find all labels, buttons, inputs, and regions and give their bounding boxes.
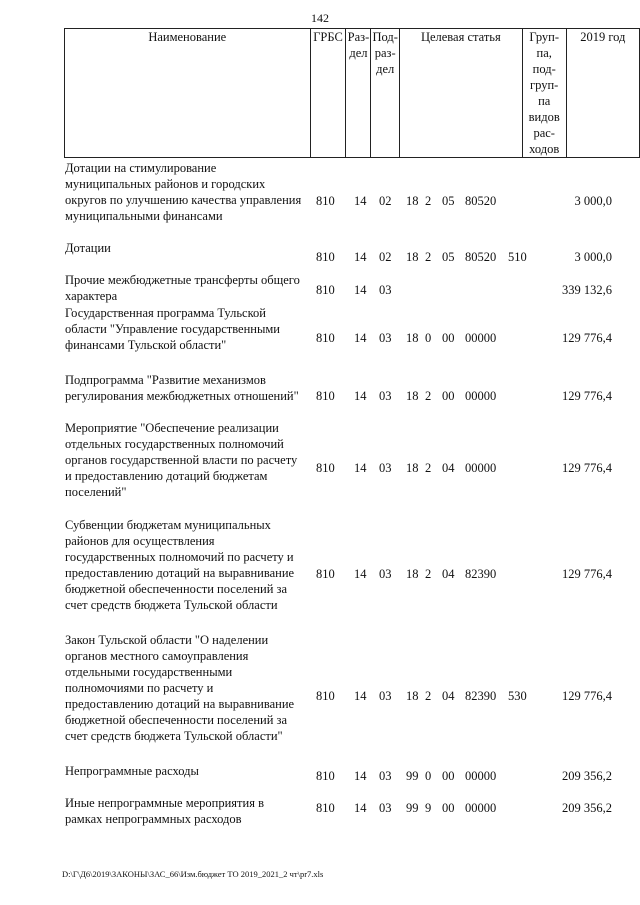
header-grbs: ГРБС <box>310 29 346 158</box>
cell-grbs: 810 <box>316 389 335 403</box>
cell-target-direction: 80520 <box>465 250 497 264</box>
cell-target-subprogram: 0 <box>425 331 432 345</box>
row-name-line: округов по улучшению качества управления <box>65 193 302 207</box>
cell-target-direction: 00000 <box>465 461 497 475</box>
cell-podrazdel: 03 <box>379 801 392 815</box>
header-vr-line: Груп- <box>529 30 560 44</box>
row-name-line: Закон Тульской области "О наделении <box>65 633 269 647</box>
cell-target-subprogram: 2 <box>425 461 432 475</box>
cell-target-event: 05 <box>442 250 455 264</box>
cell-target-subprogram: 2 <box>425 194 432 208</box>
cell-razdel: 14 <box>354 331 367 345</box>
cell-target-program: 99 <box>406 801 419 815</box>
cell-target-event: 00 <box>442 801 455 815</box>
cell-podrazdel: 02 <box>379 250 392 264</box>
cell-grbs: 810 <box>316 331 335 345</box>
cell-razdel: 14 <box>354 801 367 815</box>
cell-target-subprogram: 0 <box>425 769 432 783</box>
row-name-line: и предоставлению дотаций бюджетам <box>65 469 268 483</box>
row-name-line: органов местного самоуправления <box>65 649 249 663</box>
cell-grbs: 810 <box>316 689 335 703</box>
row-name <box>65 305 311 353</box>
file-path-footer: D:\Г\Д6\2019\ЗАКОНЫ\ЗАС_66\Изм.бюджет ТО 2019_2021_2 чт\pr7.xls <box>62 869 324 879</box>
header-vr-line: груп- <box>530 78 559 92</box>
row-name-line: Дотации на стимулирование <box>65 161 217 175</box>
cell-razdel: 14 <box>354 461 367 475</box>
row-name <box>65 763 311 779</box>
cell-target-program: 18 <box>406 689 419 703</box>
row-name <box>65 240 311 256</box>
row-name-line: муниципальных районов и городских <box>65 177 266 191</box>
header-razdel-line: дел <box>349 46 368 60</box>
cell-amount: 3 000,0 <box>574 250 612 264</box>
header-podrazdel-line: Под- <box>372 30 398 44</box>
header-vr-line: видов <box>528 110 560 124</box>
cell-target-direction: 00000 <box>465 801 497 815</box>
cell-grbs: 810 <box>316 283 335 297</box>
cell-amount: 129 776,4 <box>562 689 612 703</box>
table-header <box>64 28 640 158</box>
cell-target-direction: 00000 <box>465 331 497 345</box>
row-name-line: поселений" <box>65 485 127 499</box>
cell-amount: 209 356,2 <box>562 769 612 783</box>
cell-razdel: 14 <box>354 389 367 403</box>
cell-target-event: 04 <box>442 461 455 475</box>
row-name <box>65 272 311 304</box>
header-vr-line: ходов <box>529 142 560 156</box>
cell-target-program: 18 <box>406 461 419 475</box>
row-name-line: счет средств бюджета Тульской области" <box>65 729 283 743</box>
cell-grbs: 810 <box>316 194 335 208</box>
cell-grbs: 810 <box>316 801 335 815</box>
cell-target-direction: 80520 <box>465 194 497 208</box>
cell-target-subprogram: 2 <box>425 389 432 403</box>
cell-expense-group: 510 <box>508 250 527 264</box>
row-name-line: Иные непрограммные мероприятия в <box>65 796 264 810</box>
cell-podrazdel: 03 <box>379 769 392 783</box>
row-name-line: районов для осуществления <box>65 534 215 548</box>
row-name-line: рамках непрограммных расходов <box>65 812 242 826</box>
cell-amount: 129 776,4 <box>562 567 612 581</box>
cell-target-event: 04 <box>442 689 455 703</box>
cell-target-program: 18 <box>406 194 419 208</box>
cell-grbs: 810 <box>316 461 335 475</box>
row-name-line: отдельных государственных полномочий <box>65 437 284 451</box>
cell-razdel: 14 <box>354 250 367 264</box>
row-name-line: отдельными государственными <box>65 665 233 679</box>
cell-target-direction: 82390 <box>465 689 497 703</box>
row-name-line: характера <box>65 289 118 303</box>
cell-target-subprogram: 2 <box>425 250 432 264</box>
header-razdel <box>346 29 371 158</box>
header-expense-group <box>522 29 566 158</box>
cell-podrazdel: 03 <box>379 567 392 581</box>
cell-target-program: 99 <box>406 769 419 783</box>
row-name-line: предоставлению дотаций на выравнивание <box>65 566 295 580</box>
header-vr-line: па <box>538 94 551 108</box>
cell-grbs: 810 <box>316 769 335 783</box>
cell-amount: 129 776,4 <box>562 461 612 475</box>
cell-podrazdel: 03 <box>379 461 392 475</box>
header-name: Наименование <box>65 29 311 158</box>
cell-amount: 3 000,0 <box>574 194 612 208</box>
row-name <box>65 632 311 744</box>
cell-razdel: 14 <box>354 567 367 581</box>
row-name-line: регулирования межбюджетных отношений" <box>65 389 299 403</box>
header-target-article: Целевая статья <box>399 29 522 158</box>
cell-expense-group: 530 <box>508 689 527 703</box>
cell-target-subprogram: 9 <box>425 801 432 815</box>
cell-target-direction: 82390 <box>465 567 497 581</box>
cell-target-event: 05 <box>442 194 455 208</box>
row-name-line: Мероприятие "Обеспечение реализации <box>65 421 279 435</box>
cell-grbs: 810 <box>316 250 335 264</box>
cell-razdel: 14 <box>354 769 367 783</box>
row-name <box>65 160 311 224</box>
header-razdel-line: Раз- <box>347 30 370 44</box>
cell-razdel: 14 <box>354 194 367 208</box>
header-vr-line: рас- <box>533 126 555 140</box>
cell-podrazdel: 03 <box>379 689 392 703</box>
row-name-line: Подпрограмма "Развитие механизмов <box>65 373 266 387</box>
page-number: 142 <box>311 11 329 25</box>
cell-podrazdel: 03 <box>379 283 392 297</box>
header-podrazdel-line: раз- <box>374 46 396 60</box>
row-name <box>65 517 311 613</box>
row-name-line: Дотации <box>65 241 111 255</box>
row-name-line: муниципальными финансами <box>65 209 223 223</box>
row-name-line: органов государственной власти по расчету <box>65 453 298 467</box>
cell-razdel: 14 <box>354 689 367 703</box>
cell-amount: 209 356,2 <box>562 801 612 815</box>
row-name <box>65 420 311 500</box>
header-vr-line: па, <box>536 46 552 60</box>
row-name-line: Субвенции бюджетам муниципальных <box>65 518 271 532</box>
cell-target-direction: 00000 <box>465 769 497 783</box>
row-name-line: полномочиями по расчету и <box>65 681 214 695</box>
row-name-line: бюджетной обеспеченности поселений за <box>65 582 288 596</box>
cell-target-event: 00 <box>442 769 455 783</box>
row-name <box>65 795 311 827</box>
row-name-line: государственных полномочий по расчету и <box>65 550 294 564</box>
cell-target-subprogram: 2 <box>425 689 432 703</box>
cell-target-event: 00 <box>442 389 455 403</box>
header-podrazdel <box>371 29 399 158</box>
cell-target-program: 18 <box>406 250 419 264</box>
row-name-line: области "Управление государственными <box>65 322 280 336</box>
cell-amount: 339 132,6 <box>562 283 612 297</box>
row-name-line: предоставлению дотаций на выравнивание <box>65 697 295 711</box>
cell-podrazdel: 02 <box>379 194 392 208</box>
cell-target-subprogram: 2 <box>425 567 432 581</box>
cell-amount: 129 776,4 <box>562 389 612 403</box>
row-name-line: Непрограммные расходы <box>65 764 199 778</box>
header-podrazdel-line: дел <box>376 62 395 76</box>
row-name <box>65 372 311 404</box>
cell-target-program: 18 <box>406 389 419 403</box>
row-name-line: финансами Тульской области" <box>65 338 227 352</box>
cell-podrazdel: 03 <box>379 331 392 345</box>
cell-grbs: 810 <box>316 567 335 581</box>
header-vr-line: под- <box>532 62 556 76</box>
cell-target-event: 04 <box>442 567 455 581</box>
cell-target-program: 18 <box>406 331 419 345</box>
cell-amount: 129 776,4 <box>562 331 612 345</box>
row-name-line: бюджетной обеспеченности поселений за <box>65 713 288 727</box>
header-year: 2019 год <box>566 29 639 158</box>
row-name-line: Прочие межбюджетные трансферты общего <box>65 273 300 287</box>
cell-target-program: 18 <box>406 567 419 581</box>
cell-target-direction: 00000 <box>465 389 497 403</box>
cell-target-event: 00 <box>442 331 455 345</box>
row-name-line: счет средств бюджета Тульской области <box>65 598 278 612</box>
cell-podrazdel: 03 <box>379 389 392 403</box>
cell-razdel: 14 <box>354 283 367 297</box>
row-name-line: Государственная программа Тульской <box>65 306 266 320</box>
